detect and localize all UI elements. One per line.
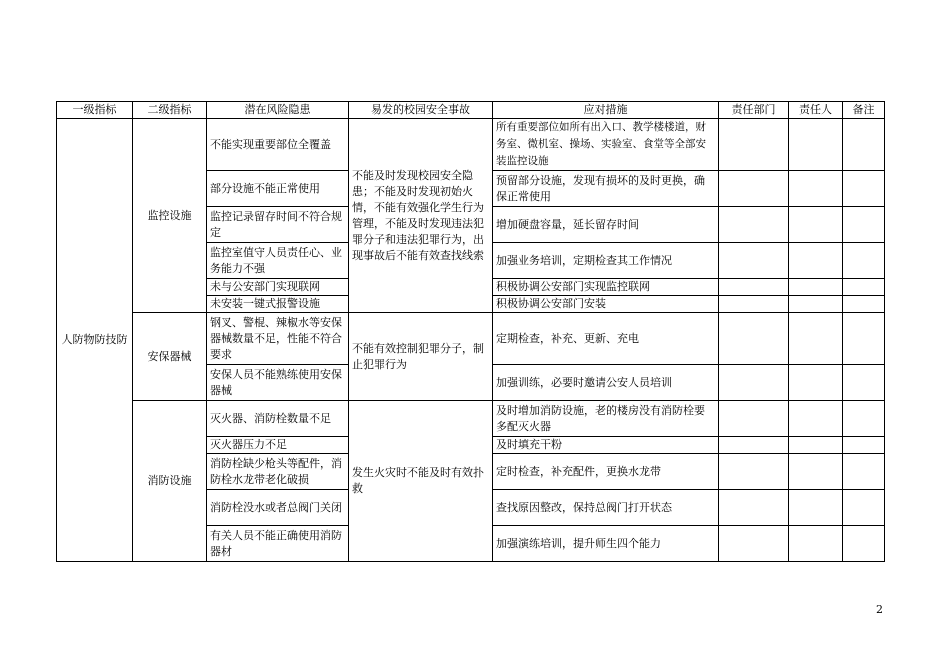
remark-cell <box>843 490 885 526</box>
remark-cell <box>843 437 885 454</box>
risk-cell: 安保人员不能熟练使用安保器械 <box>207 365 349 401</box>
risk-cell: 部分设施不能正常使用 <box>207 171 349 207</box>
department-cell <box>719 526 789 562</box>
department-cell <box>719 243 789 279</box>
person-cell <box>789 171 843 207</box>
measure-cell: 加强演练培训，提升师生四个能力 <box>493 526 719 562</box>
department-cell <box>719 171 789 207</box>
department-cell <box>719 490 789 526</box>
measure-cell: 定期检查，补充、更新、充电 <box>493 313 719 365</box>
person-cell <box>789 279 843 296</box>
measure-cell: 加强业务培训，定期检查其工作情况 <box>493 243 719 279</box>
header-measure: 应对措施 <box>493 102 719 119</box>
header-row <box>57 102 885 119</box>
person-cell <box>789 296 843 313</box>
header-remark: 备注 <box>843 102 885 119</box>
header-risk: 潜在风险隐患 <box>207 102 349 119</box>
person-cell <box>789 490 843 526</box>
risk-cell: 消防栓缺少枪头等配件，消防栓水龙带老化破损 <box>207 454 349 490</box>
header-accident: 易发的校园安全事故 <box>349 102 493 119</box>
measure-cell: 增加硬盘容量，延长留存时间 <box>493 207 719 243</box>
risk-cell: 灭火器、消防栓数量不足 <box>207 401 349 437</box>
risk-cell: 不能实现重要部位全覆盖 <box>207 119 349 171</box>
department-cell <box>719 119 789 171</box>
risk-table <box>56 101 885 562</box>
person-cell <box>789 119 843 171</box>
remark-cell <box>843 243 885 279</box>
risk-cell: 灭火器压力不足 <box>207 437 349 454</box>
department-cell <box>719 437 789 454</box>
person-cell <box>789 313 843 365</box>
person-cell <box>789 437 843 454</box>
remark-cell <box>843 365 885 401</box>
risk-cell: 监控记录留存时间不符合规定 <box>207 207 349 243</box>
remark-cell <box>843 526 885 562</box>
department-cell <box>719 313 789 365</box>
remark-cell <box>843 119 885 171</box>
risk-cell: 监控室值守人员责任心、业务能力不强 <box>207 243 349 279</box>
page-number: 2 <box>876 603 883 616</box>
risk-cell: 钢叉、警棍、辣椒水等安保器械数量不足，性能不符合要求 <box>207 313 349 365</box>
header-person: 责任人 <box>789 102 843 119</box>
measure-cell: 定时检查，补充配件，更换水龙带 <box>493 454 719 490</box>
accident-cell: 不能有效控制犯罪分子，制止犯罪行为 <box>349 313 493 401</box>
level2-cell: 监控设施 <box>133 119 207 313</box>
remark-cell <box>843 454 885 490</box>
person-cell <box>789 401 843 437</box>
person-cell <box>789 243 843 279</box>
header-department: 责任部门 <box>719 102 789 119</box>
header-level1: 一级指标 <box>57 102 133 119</box>
risk-cell: 消防栓没水或者总阀门关闭 <box>207 490 349 526</box>
department-cell <box>719 401 789 437</box>
risk-table-container <box>56 101 884 562</box>
risk-cell: 未与公安部门实现联网 <box>207 279 349 296</box>
person-cell <box>789 207 843 243</box>
remark-cell <box>843 279 885 296</box>
remark-cell <box>843 207 885 243</box>
measure-cell: 及时填充干粉 <box>493 437 719 454</box>
remark-cell <box>843 313 885 365</box>
remark-cell <box>843 401 885 437</box>
person-cell <box>789 526 843 562</box>
measure-cell: 及时增加消防设施，老的楼房没有消防栓要多配灭火器 <box>493 401 719 437</box>
table-row <box>57 119 885 171</box>
measure-cell: 预留部分设施，发现有损坏的及时更换，确保正常使用 <box>493 171 719 207</box>
accident-cell: 发生火灾时不能及时有效扑救 <box>349 401 493 562</box>
measure-cell: 积极协调公安部门实现监控联网 <box>493 279 719 296</box>
person-cell <box>789 365 843 401</box>
table-row <box>57 401 885 437</box>
person-cell <box>789 454 843 490</box>
table-row <box>57 313 885 365</box>
level2-cell: 安保器械 <box>133 313 207 401</box>
level1-cell: 人防物防技防 <box>57 119 133 562</box>
measure-cell: 查找原因整改，保持总阀门打开状态 <box>493 490 719 526</box>
accident-cell: 不能及时发现校园安全隐患；不能及时发现初始火情，不能有效强化学生行为管理，不能及时发现违法犯罪分子和违法犯罪行为，出现事故后不能有效查找线索 <box>349 119 493 313</box>
department-cell <box>719 365 789 401</box>
department-cell <box>719 279 789 296</box>
measure-cell: 积极协调公安部门安装 <box>493 296 719 313</box>
department-cell <box>719 454 789 490</box>
measure-cell: 加强训练，必要时邀请公安人员培训 <box>493 365 719 401</box>
risk-cell: 有关人员不能正确使用消防器材 <box>207 526 349 562</box>
remark-cell <box>843 171 885 207</box>
remark-cell <box>843 296 885 313</box>
level2-cell: 消防设施 <box>133 401 207 562</box>
header-level2: 二级指标 <box>133 102 207 119</box>
department-cell <box>719 296 789 313</box>
risk-cell: 未安装一键式报警设施 <box>207 296 349 313</box>
department-cell <box>719 207 789 243</box>
measure-cell: 所有重要部位如所有出入口、教学楼楼道，财务室、微机室、操场、实验室、食堂等全部安装监控设施 <box>493 119 719 171</box>
